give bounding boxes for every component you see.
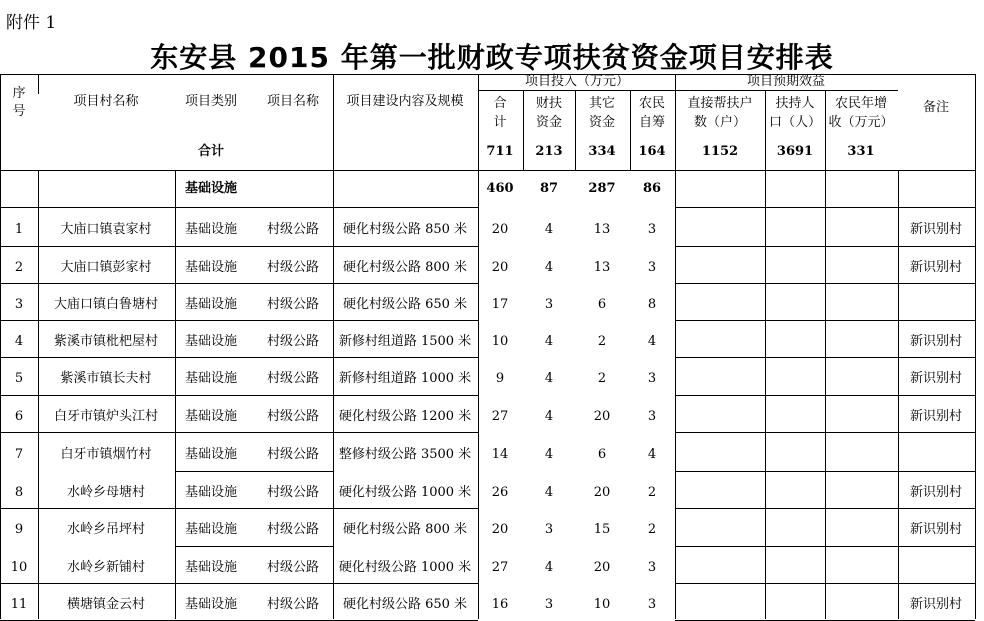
row-village: 白牙市镇烟竹村 — [60, 446, 152, 462]
row-name: 村级公路 — [266, 484, 319, 500]
row-seq: 11 — [10, 596, 28, 612]
row-farmer: 3 — [647, 221, 657, 237]
row-other: 15 — [593, 522, 611, 537]
row-fiscal: 3 — [544, 596, 554, 612]
row-seq: 10 — [10, 559, 28, 575]
row-farmer: 3 — [647, 259, 657, 275]
row-name: 村级公路 — [266, 221, 319, 237]
row-category: 基础设施 — [184, 333, 237, 349]
header-fiscal: 资金 — [535, 115, 562, 130]
row-village: 紫溪市镇枇杷屋村 — [53, 333, 158, 349]
header-total: 合 — [493, 96, 507, 111]
row-fiscal: 4 — [544, 484, 554, 500]
row-content: 硬化村级公路 850 米 — [342, 221, 468, 237]
row-total: 17 — [491, 296, 509, 312]
header-farmer: 农民 — [638, 96, 665, 111]
total-farmer: 164 — [638, 144, 666, 159]
total-sum: 711 — [486, 144, 514, 159]
row-content: 新修村组道路 1000 米 — [338, 371, 472, 386]
row-category: 基础设施 — [184, 596, 237, 612]
subtotal-fiscal: 87 — [539, 181, 559, 196]
row-content: 硬化村级公路 650 米 — [342, 296, 468, 312]
row-village: 大庙口镇袁家村 — [60, 221, 152, 237]
row-remark: 新识别村 — [909, 333, 962, 349]
total-label: 合计 — [197, 144, 224, 159]
row-name: 村级公路 — [266, 333, 319, 349]
header-income: 收（万元） — [828, 115, 894, 130]
row-remark: 新识别村 — [909, 522, 962, 537]
total-population: 3691 — [776, 144, 814, 159]
subtotal-sum: 460 — [486, 181, 514, 196]
row-farmer: 3 — [647, 559, 657, 575]
row-content: 整修村级公路 3500 米 — [338, 446, 472, 462]
row-name: 村级公路 — [266, 259, 319, 275]
row-village: 横塘镇金云村 — [66, 596, 145, 612]
row-other: 13 — [593, 221, 611, 237]
table-rule — [0, 508, 478, 509]
row-category: 基础设施 — [184, 559, 237, 575]
row-village: 水岭乡新铺村 — [66, 559, 145, 575]
row-total: 26 — [491, 484, 509, 500]
header-name: 项目名称 — [266, 94, 319, 109]
row-seq: 3 — [14, 296, 24, 312]
row-category: 基础设施 — [184, 408, 237, 424]
row-category: 基础设施 — [184, 259, 237, 275]
row-remark: 新识别村 — [909, 371, 962, 386]
allocation-table — [0, 74, 984, 619]
row-farmer: 4 — [647, 333, 657, 349]
row-village: 水岭乡母塘村 — [66, 484, 145, 500]
row-total: 20 — [491, 259, 509, 275]
header-investment: 项目投入（万元） — [524, 74, 629, 89]
header-remark: 备注 — [922, 100, 949, 115]
row-other: 2 — [597, 371, 607, 386]
row-total: 9 — [495, 371, 505, 386]
row-farmer: 2 — [647, 522, 657, 537]
row-name: 村级公路 — [266, 596, 319, 612]
row-seq: 8 — [14, 484, 24, 500]
row-other: 13 — [593, 259, 611, 275]
row-content: 硬化村级公路 800 米 — [342, 259, 468, 275]
row-seq: 4 — [14, 333, 24, 349]
subtotal-other: 287 — [588, 181, 616, 196]
row-fiscal: 4 — [544, 259, 554, 275]
row-farmer: 8 — [647, 296, 657, 312]
row-category: 基础设施 — [184, 221, 237, 237]
row-seq: 1 — [14, 221, 24, 237]
row-remark: 新识别村 — [909, 221, 962, 237]
header-category: 项目类别 — [184, 94, 237, 109]
row-seq: 5 — [14, 371, 24, 386]
row-village: 水岭乡吊坪村 — [66, 522, 145, 537]
total-households: 1152 — [701, 144, 739, 159]
row-fiscal: 3 — [544, 296, 554, 312]
header-households: 数（户） — [693, 115, 746, 130]
row-category: 基础设施 — [184, 371, 237, 386]
header-benefit: 项目预期效益 — [746, 74, 825, 89]
header-bottom-rule — [0, 170, 975, 171]
table-rule — [0, 395, 478, 396]
row-name: 村级公路 — [266, 408, 319, 424]
header-total: 计 — [493, 115, 507, 130]
row-seq: 9 — [14, 522, 24, 537]
header-farmer: 自筹 — [638, 115, 665, 130]
row-remark: 新识别村 — [909, 259, 962, 275]
total-fiscal: 213 — [535, 144, 563, 159]
header-village: 项目村名称 — [73, 94, 139, 109]
header-seq: 号 — [12, 104, 26, 119]
row-content: 硬化村级公路 800 米 — [342, 522, 468, 537]
row-content: 硬化村级公路 1000 米 — [338, 484, 472, 500]
row-remark: 新识别村 — [909, 408, 962, 424]
benefit-group-rule — [675, 90, 898, 91]
row-total: 14 — [491, 446, 509, 462]
table-rule — [175, 546, 333, 547]
row-seq: 2 — [14, 259, 24, 275]
row-content: 硬化村级公路 1000 米 — [338, 559, 472, 575]
row-fiscal: 3 — [544, 522, 554, 537]
row-other: 6 — [597, 296, 607, 312]
row-other: 10 — [593, 596, 611, 612]
table-rule — [0, 583, 478, 584]
investment-group-rule — [478, 90, 675, 91]
row-name: 村级公路 — [266, 559, 319, 575]
row-village: 大庙口镇白鲁塘村 — [53, 296, 158, 312]
header-other: 资金 — [588, 115, 615, 130]
table-rule — [0, 357, 478, 358]
row-name: 村级公路 — [266, 522, 319, 537]
table-rule — [0, 246, 478, 247]
table-rule — [0, 207, 478, 208]
row-farmer: 3 — [647, 408, 657, 424]
row-other: 2 — [597, 333, 607, 349]
row-village: 紫溪市镇长夫村 — [60, 371, 152, 386]
row-category: 基础设施 — [184, 446, 237, 462]
header-seq: 序 — [12, 86, 26, 101]
header-other: 其它 — [588, 96, 615, 111]
row-content: 硬化村级公路 650 米 — [342, 596, 468, 612]
row-total: 27 — [491, 559, 509, 575]
page-title: 东安县 2015 年第一批财政专项扶贫资金项目安排表 — [150, 41, 834, 74]
row-total: 20 — [491, 522, 509, 537]
row-remark: 新识别村 — [909, 596, 962, 612]
row-village: 白牙市镇炉头江村 — [53, 408, 158, 424]
subtotal-label: 基础设施 — [184, 181, 237, 196]
row-name: 村级公路 — [266, 371, 319, 386]
total-other: 334 — [588, 144, 616, 159]
row-name: 村级公路 — [266, 296, 319, 312]
row-farmer: 4 — [647, 446, 657, 462]
row-farmer: 2 — [647, 484, 657, 500]
row-other: 6 — [597, 446, 607, 462]
row-fiscal: 4 — [544, 408, 554, 424]
row-content: 硬化村级公路 1200 米 — [338, 408, 472, 424]
table-rule — [0, 283, 478, 284]
table-rule — [175, 471, 333, 472]
row-fiscal: 4 — [544, 371, 554, 386]
attachment-label: 附件 1 — [6, 13, 57, 33]
row-farmer: 3 — [647, 596, 657, 612]
header-content: 项目建设内容及规模 — [346, 94, 464, 109]
row-fiscal: 4 — [544, 446, 554, 462]
table-rule — [0, 320, 478, 321]
row-total: 16 — [491, 596, 509, 612]
row-village: 大庙口镇彭家村 — [60, 259, 152, 275]
row-name: 村级公路 — [266, 446, 319, 462]
table-rule — [0, 432, 478, 433]
row-other: 20 — [593, 559, 611, 575]
row-other: 20 — [593, 408, 611, 424]
header-income: 农民年增 — [834, 96, 887, 111]
header-population: 扶持人 — [775, 96, 815, 111]
row-fiscal: 4 — [544, 559, 554, 575]
row-category: 基础设施 — [184, 522, 237, 537]
row-total: 10 — [491, 333, 509, 349]
row-seq: 7 — [14, 446, 24, 462]
total-income: 331 — [847, 144, 875, 159]
row-other: 20 — [593, 484, 611, 500]
col-rule — [765, 90, 766, 619]
row-farmer: 3 — [647, 371, 657, 386]
header-fiscal: 财扶 — [535, 96, 562, 111]
col-rule — [825, 90, 826, 619]
row-fiscal: 4 — [544, 221, 554, 237]
row-seq: 6 — [14, 408, 24, 424]
row-category: 基础设施 — [184, 296, 237, 312]
row-total: 27 — [491, 408, 509, 424]
row-remark: 新识别村 — [909, 484, 962, 500]
header-households: 直接帮扶户 — [687, 96, 753, 111]
row-content: 新修村组道路 1500 米 — [338, 333, 472, 349]
row-total: 20 — [491, 221, 509, 237]
header-population: 口（人） — [768, 115, 821, 130]
subtotal-farmer: 86 — [642, 181, 662, 196]
row-fiscal: 4 — [544, 333, 554, 349]
row-category: 基础设施 — [184, 484, 237, 500]
